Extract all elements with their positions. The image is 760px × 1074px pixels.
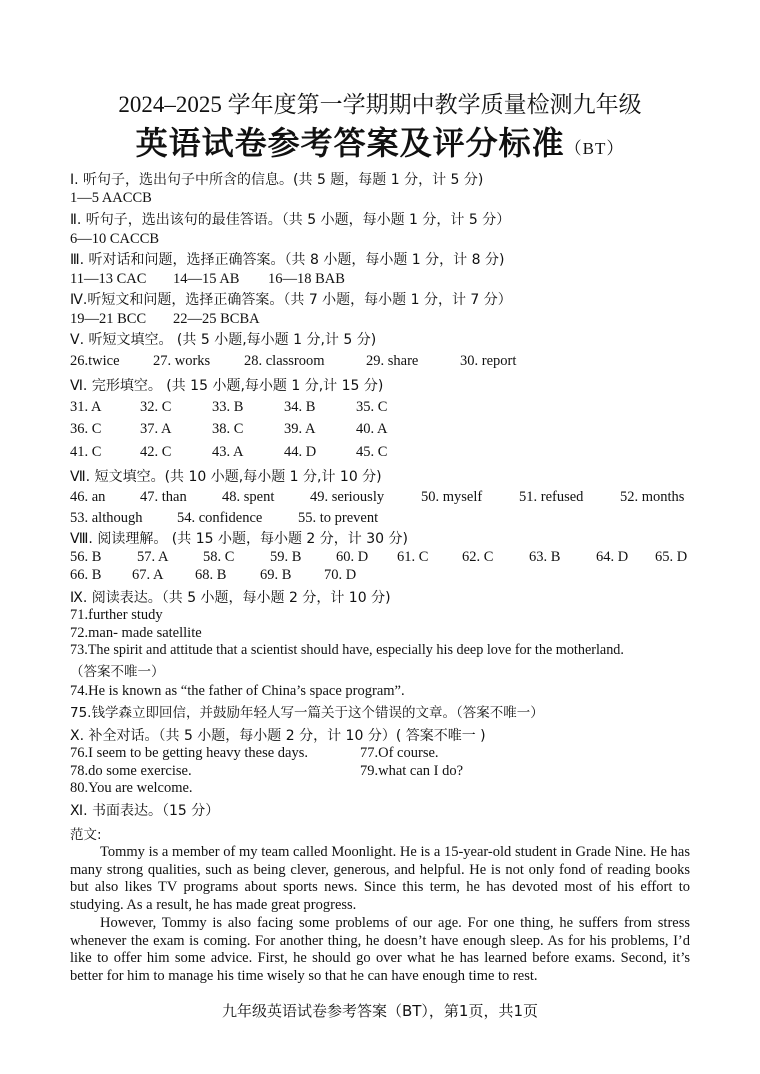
section-8-answer: 65. D xyxy=(655,549,688,565)
section-7-answer: 53. although xyxy=(70,510,143,526)
section-9-answer: 75.钱学森立即回信，并鼓励年轻人写一篇关于这个错误的文章。（答案不唯一） xyxy=(70,705,544,721)
section-7-answer: 54. confidence xyxy=(177,510,263,526)
sample-essay-label: 范文: xyxy=(70,827,102,843)
section-8-answer: 56. B xyxy=(70,549,102,565)
section-8-answer: 70. D xyxy=(324,567,357,583)
section-6-answer: 36. C xyxy=(70,421,102,437)
section-6-heading: Ⅵ. 完形填空。 (共 15 小题,每小题 1 分,计 15 分) xyxy=(70,378,384,394)
section-6-answer: 33. B xyxy=(212,399,244,415)
section-6-answer: 40. A xyxy=(356,421,388,437)
section-5-answer: 27. works xyxy=(153,353,211,369)
version-tag: （BT） xyxy=(564,139,625,158)
section-5-heading: Ⅴ. 听短文填空。 (共 5 小题,每小题 1 分,计 5 分) xyxy=(70,332,377,348)
section-6-answer: 37. A xyxy=(140,421,172,437)
section-8-answer: 69. B xyxy=(260,567,292,583)
section-6-answer: 44. D xyxy=(284,444,317,460)
section-4-answer: 19—21 BCC xyxy=(70,311,147,327)
essay-paragraph: Tommy is a member of my team called Moonlight. He is a 15-year-old student in Grade Nine. He has many strong qualities, such as being clever, generous, and helpful. He is not only fond of reading books but also likes TV programs about sports news. Since this term, he has devoted most of his effort to studying. As a result, he has made great progress. xyxy=(70,844,690,914)
section-8-answer: 57. A xyxy=(137,549,169,565)
section-5-answer: 26.twice xyxy=(70,353,120,369)
section-3-answer: 11—13 CAC xyxy=(70,271,147,287)
section-7-answer: 49. seriously xyxy=(310,489,385,505)
section-5-answer: 28. classroom xyxy=(244,353,325,369)
section-6-answer: 45. C xyxy=(356,444,388,460)
section-8-answer: 62. C xyxy=(462,549,494,565)
section-8-answer: 60. D xyxy=(336,549,369,565)
section-6-answer: 43. A xyxy=(212,444,244,460)
section-8-answer: 63. B xyxy=(529,549,561,565)
section-6-answer: 32. C xyxy=(140,399,172,415)
section-9-answer: 72.man- made satellite xyxy=(70,625,202,641)
section-6-answer: 39. A xyxy=(284,421,316,437)
section-7-answer: 55. to prevent xyxy=(298,510,379,526)
answer-key-title xyxy=(0,118,760,164)
section-6-answer: 35. C xyxy=(356,399,388,415)
section-8-answer: 68. B xyxy=(195,567,227,583)
section-8-heading: Ⅷ. 阅读理解。 (共 15 小题，每小题 2 分，计 30 分) xyxy=(70,531,408,547)
section-10-heading: Ⅹ. 补全对话。（共 5 小题，每小题 2 分，计 10 分）( 答案不唯一 ) xyxy=(70,728,486,744)
section-9-heading: Ⅸ. 阅读表达。（共 5 小题，每小题 2 分，计 10 分) xyxy=(70,590,391,606)
section-9-answer: 74.He is known as “the father of China’s space program”. xyxy=(70,683,405,699)
section-4-heading: Ⅳ.听短文和问题，选择正确答案。（共 7 小题，每小题 1 分，计 7 分） xyxy=(70,292,512,308)
section-5-answer: 30. report xyxy=(460,353,517,369)
section-7-heading: Ⅶ. 短文填空。(共 10 小题,每小题 1 分,计 10 分) xyxy=(70,469,382,485)
section-2-answer: 6—10 CACCB xyxy=(70,231,160,247)
section-7-answer: 50. myself xyxy=(421,489,483,505)
answer-key-title-text: 英语试卷参考答案及评分标准 xyxy=(135,125,565,161)
section-10-answer: 76.I seem to be getting heavy these days. xyxy=(70,745,308,761)
page-footer: 九年级英语试卷参考答案（BT），第1页，共1页 xyxy=(221,1002,539,1020)
section-9-answer: 71.further study xyxy=(70,607,163,623)
section-6-answer: 38. C xyxy=(212,421,244,437)
section-7-answer: 47. than xyxy=(140,489,187,505)
section-6-answer: 42. C xyxy=(140,444,172,460)
section-8-answer: 66. B xyxy=(70,567,102,583)
section-10-answer: 78.do some exercise. xyxy=(70,763,192,779)
section-1-answer: 1—5 AACCB xyxy=(70,190,152,206)
section-10-answer: 80.You are welcome. xyxy=(70,780,193,796)
section-9-note: （答案不唯一） xyxy=(70,664,165,680)
section-10-answer: 77.Of course. xyxy=(360,745,439,761)
section-8-answer: 58. C xyxy=(203,549,235,565)
section-7-answer: 51. refused xyxy=(519,489,584,505)
exam-title: 2024–2025 学年度第一学期期中教学质量检测九年级 xyxy=(118,92,642,117)
section-5-answer: 29. share xyxy=(366,353,419,369)
section-4-answer: 22—25 BCBA xyxy=(173,311,260,327)
section-7-answer: 52. months xyxy=(620,489,685,505)
section-7-answer: 46. an xyxy=(70,489,106,505)
section-10-answer: 79.what can I do? xyxy=(360,763,464,779)
section-8-answer: 64. D xyxy=(596,549,629,565)
section-7-answer: 48. spent xyxy=(222,489,275,505)
section-3-heading: Ⅲ. 听对话和问题，选择正确答案。（共 8 小题，每小题 1 分，计 8 分) xyxy=(70,252,505,268)
section-6-answer: 31. A xyxy=(70,399,102,415)
essay-paragraph: However, Tommy is also facing some problems of our age. For one thing, he suffers from stress whenever the exam is coming. For another thing, he doesn’t have enough sleep. As for his problems, I’d like to offer him some advice. First, he should go over what he has learned before exams. Second, it’s better for him to manage his time wisely so that he can have enough time to rest. xyxy=(70,914,690,984)
section-11-heading: Ⅺ. 书面表达。（15 分） xyxy=(70,803,220,819)
section-2-heading: Ⅱ. 听句子，选出该句的最佳答语。（共 5 小题，每小题 1 分，计 5 分） xyxy=(70,212,511,228)
section-8-answer: 61. C xyxy=(397,549,429,565)
section-8-answer: 67. A xyxy=(132,567,164,583)
section-3-answer: 14—15 AB xyxy=(173,271,240,287)
section-8-answer: 59. B xyxy=(270,549,302,565)
section-1-heading: Ⅰ. 听句子，选出句子中所含的信息。(共 5 题，每题 1 分，计 5 分) xyxy=(70,172,484,188)
sample-essay xyxy=(70,844,690,986)
section-9-answer: 73.The spirit and attitude that a scientist should have, especially his deep love for the motherland. xyxy=(70,642,624,658)
section-3-answer: 16—18 BAB xyxy=(268,271,345,287)
section-6-answer: 41. C xyxy=(70,444,102,460)
section-6-answer: 34. B xyxy=(284,399,316,415)
